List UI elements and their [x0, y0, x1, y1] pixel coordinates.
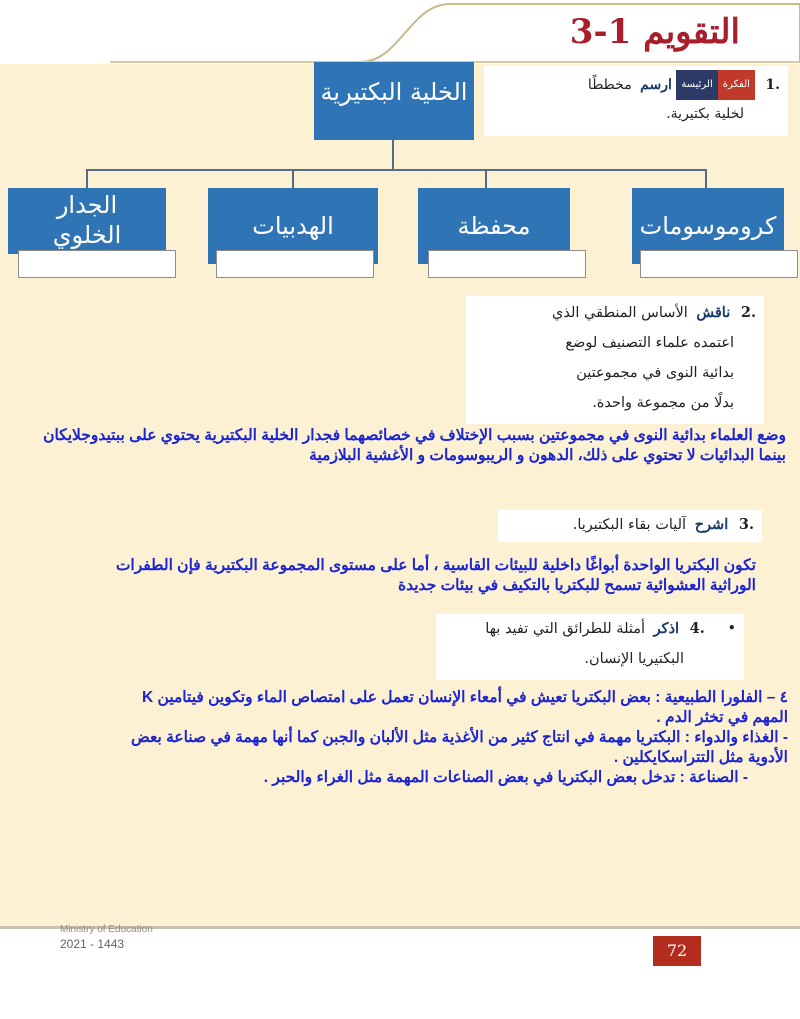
node-sub-box: [216, 250, 374, 278]
question-1: [484, 66, 788, 136]
question-3: [498, 510, 762, 542]
diagram-root-node: [314, 62, 474, 140]
question-1-line-2: لخلية بكتيرية.: [666, 106, 744, 122]
question-verb: اذكر: [653, 620, 680, 637]
question-4-line-1: [436, 614, 736, 644]
node-label: الهدبيات: [252, 212, 334, 240]
answer-4-item: - الصناعة : تدخل بعض البكتريا في بعض الصناعات المهمة مثل الغراء والحبر .: [263, 769, 748, 786]
node-label: الجدار الخلوي: [52, 191, 122, 249]
question-2: [466, 296, 764, 424]
question-number: .2: [740, 304, 756, 321]
connector-child-2: [485, 169, 487, 188]
answer-3: تكون البكتريا الواحدة أبواغًا داخلية للبيئات القاسية ، أما على مستوى المجموعة البكتيرية فإن الطفرات الوراثية العشوائية تسمح للبكتريا بالتكيف في بيئات جديدة: [115, 557, 756, 594]
question-verb: اشرح: [694, 516, 729, 533]
question-text: آليات بقاء البكتيريا.: [572, 517, 687, 533]
question-text: أمثلة للطرائق التي تفيد بها: [485, 621, 646, 637]
connector-child-3: [292, 169, 294, 188]
question-number: .1: [765, 77, 780, 93]
connector-horizontal: [86, 169, 706, 171]
answer-4-item: ٤ – الفلورا الطبيعية : بعض البكتريا تعيش في أمعاء الإنسان تعمل على امتصاص الماء وتكوين فيتامين K المهم في تخثر الدم .: [142, 689, 788, 726]
question-1-line-1: [484, 70, 780, 100]
question-4-line-2: البكتيريا الإنسان.: [584, 651, 684, 667]
question-4: [436, 614, 744, 680]
question-2-line-4: بدلًا من مجموعة واحدة.: [592, 395, 734, 411]
connector-vertical: [392, 140, 394, 170]
question-2-line-2: اعتمده علماء التصنيف لوضع: [565, 335, 734, 351]
bullet: •: [727, 621, 736, 637]
lesson-title: التقويم 1-3: [569, 12, 740, 52]
footer-year: 2021 - 1443: [60, 937, 125, 951]
node-label: محفظة: [457, 212, 531, 240]
answer-4-item: - الغذاء والدواء : البكتريا مهمة في انتاج كثير من الأغذية مثل الألبان والجبن كما أنها مهمة في صناعة بعض الأدوية مثل التتراسكايكلين .: [131, 729, 788, 766]
node-sub-box: [428, 250, 586, 278]
footer-ministry: Ministry of Education: [60, 924, 153, 935]
page-number-badge: 72: [653, 936, 701, 966]
diagram-root-label: الخلية البكتيرية: [320, 78, 468, 106]
question-2-line-3: بدائية النوى في مجموعتين: [576, 365, 734, 381]
question-verb: ارسم: [640, 77, 672, 93]
answer-4: [108, 688, 788, 788]
node-label: كروموسومات: [639, 212, 777, 240]
question-text: الأساس المنطقي الذي: [552, 305, 688, 321]
node-sub-box: [640, 250, 798, 278]
question-number: .3: [738, 516, 754, 533]
diagram-node-cell-wall: [8, 188, 166, 254]
answer-2: وضع العلماء بدائية النوى في مجموعتين بسبب الإختلاف في خصائصهما فجدار الخلية البكتيرية يحتوي على ببتيدوجلايكان بينما البدائيات لا تحتوي على ذلك، الدهون و الريبوسومات و الأغشية البلازمية: [43, 427, 786, 464]
connector-child-1: [705, 169, 707, 188]
question-2-line-1: [466, 298, 756, 328]
main-tag: الرئيسة: [676, 70, 717, 100]
main-idea-tag: الفكرة: [718, 70, 755, 100]
question-verb: ناقش: [696, 304, 731, 321]
question-number: .4: [689, 620, 705, 637]
question-text: مخططًا: [587, 77, 632, 93]
connector-child-4: [86, 169, 88, 188]
node-sub-box: [18, 250, 176, 278]
